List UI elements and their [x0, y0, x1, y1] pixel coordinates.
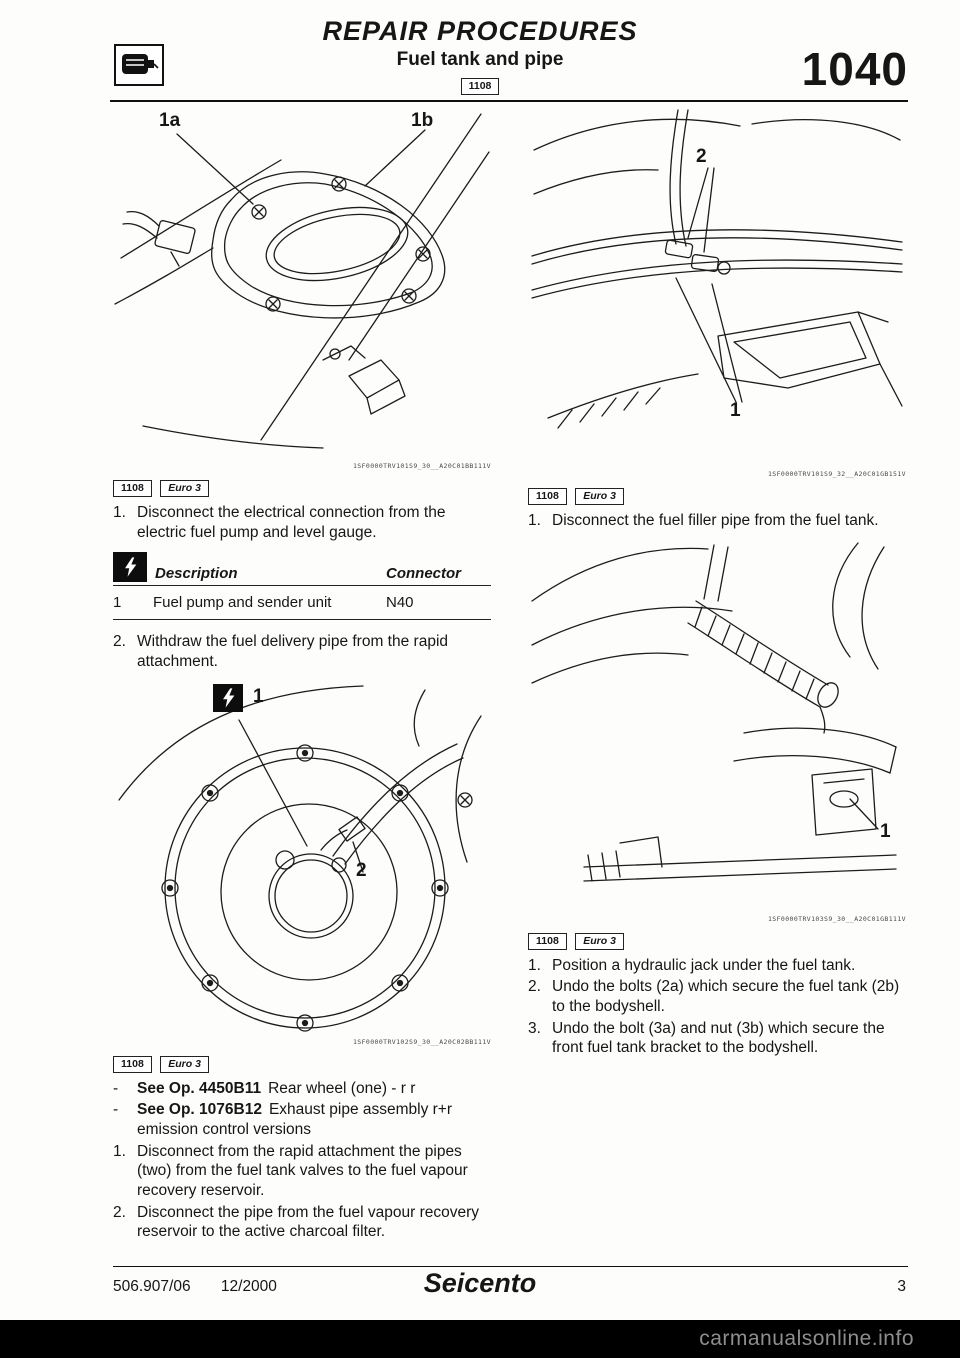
op-ref: See Op. 1076B12 [137, 1101, 262, 1119]
callout-1a: 1a [159, 110, 181, 131]
column-connector: Connector [386, 565, 461, 583]
connector-table [113, 552, 491, 620]
table-row [113, 586, 491, 620]
op-code-tag: 1108 [113, 1056, 152, 1073]
electrical-system-icon [213, 684, 243, 712]
row-description: Fuel pump and sender unit [153, 594, 332, 612]
step-number: 1. [113, 1142, 126, 1160]
procedure-step [113, 503, 491, 542]
step-text: Undo the bolt (3a) and nut (3b) which secure the front fuel tank bracket to the bodyshell. [552, 1019, 885, 1057]
euro3-tag: Euro 3 [160, 1056, 209, 1073]
op-code-tag: 1108 [113, 480, 152, 497]
figure-caption: 1SF0000TRV101S9_30__A20C01BB111V [352, 462, 491, 470]
figure-underbody-pipes [528, 106, 906, 478]
callout-1b: 1b [411, 110, 434, 131]
procedure-step [113, 1203, 491, 1242]
watermark-text: carmanualsonline.info [699, 1327, 914, 1350]
step-text: Position a hydraulic jack under the fuel tank. [552, 956, 856, 974]
tank-top-drawing [113, 680, 491, 1036]
filler-pipe-drawing [528, 537, 906, 913]
step-text: Disconnect the pipe from the fuel vapour recovery reservoir to the active charcoal filter. [137, 1203, 480, 1241]
procedure-step [528, 956, 906, 976]
footer-rule [113, 1266, 908, 1267]
step-number: 2. [528, 978, 541, 996]
right-column [528, 106, 906, 1060]
step-text: Disconnect the fuel filler pipe from the fuel tank. [552, 512, 879, 529]
electrical-system-icon [113, 552, 147, 582]
op-code-tag: 1108 [528, 488, 567, 505]
op-code-tag: 1108 [528, 933, 567, 950]
figure-access-cover [113, 108, 491, 470]
footer-page-number: 3 [897, 1278, 906, 1295]
page-subtitle: Fuel tank and pipe [396, 49, 564, 70]
step-number: 2. [113, 1203, 126, 1221]
figure-tank-top [113, 680, 491, 1046]
figure-caption: 1SF0000TRV101S9_32__A20C01GB151V [767, 470, 906, 478]
row-connector: N40 [386, 594, 414, 612]
lightning-bolt-icon [120, 555, 141, 579]
procedure-step [113, 632, 491, 671]
callout-1: 1 [880, 820, 891, 842]
underbody-drawing [528, 106, 906, 468]
callout-1: 1 [253, 685, 264, 707]
step-number: 3. [528, 1019, 541, 1037]
euro3-tag: Euro 3 [160, 480, 209, 497]
section-number: 1040 [801, 43, 908, 95]
op-desc: Exhaust pipe assembly r+r emission control versions [137, 1101, 453, 1139]
applicability-tags [528, 486, 906, 505]
procedure-step [528, 511, 906, 531]
euro3-tag: Euro 3 [575, 488, 624, 505]
page-title: REPAIR PROCEDURES [322, 16, 638, 46]
op-ref: See Op. 4450B11 [137, 1079, 262, 1097]
see-op-item [113, 1100, 491, 1139]
procedure-step [528, 1019, 906, 1058]
dash: - [113, 1101, 119, 1119]
connector-table-header [113, 552, 491, 586]
step-number: 1. [113, 504, 126, 521]
step-number: 2. [113, 633, 126, 651]
row-ref: 1 [113, 594, 122, 612]
applicability-tags [113, 1054, 491, 1073]
applicability-tags [113, 478, 491, 497]
callout-2: 2 [696, 146, 707, 167]
lightning-bolt-icon [218, 686, 239, 710]
figure-caption: 1SF0000TRV103S9_30__A20C01GB111V [767, 914, 906, 923]
euro3-tag: Euro 3 [575, 933, 624, 950]
step-number: 1. [528, 512, 541, 529]
access-cover-drawing [113, 108, 491, 460]
column-description: Description [155, 565, 238, 583]
doc-ref: 506.907/06 [113, 1278, 191, 1295]
see-op-item [113, 1079, 491, 1099]
figure-filler-pipe [528, 537, 906, 923]
figure-caption: 1SF0000TRV102S9_30__A20C02BB111V [352, 1037, 491, 1046]
callout-1: 1 [730, 400, 741, 421]
dash: - [113, 1079, 119, 1097]
step-number: 1. [528, 956, 541, 974]
procedure-step [113, 1142, 491, 1201]
step-text: Undo the bolts (2a) which secure the fuel tank (2b) to the bodyshell. [552, 978, 900, 1016]
left-column [113, 108, 491, 1244]
step-text: Disconnect from the rapid attachment the pipes (two) from the fuel tank valves to the fuel vapour recovery reservoir. [137, 1142, 468, 1200]
op-desc: Rear wheel (one) - r r [268, 1079, 416, 1097]
op-code-tag: 1108 [461, 78, 500, 95]
footer-model-name: Seicento [423, 1268, 537, 1298]
applicability-tags [528, 931, 906, 950]
procedure-step [528, 977, 906, 1016]
step-text: Disconnect the electrical connection from the electric fuel pump and level gauge. [137, 504, 446, 541]
step-text: Withdraw the fuel delivery pipe from the rapid attachment. [137, 633, 449, 671]
header-rule [110, 100, 908, 102]
doc-date: 12/2000 [220, 1278, 277, 1295]
callout-2: 2 [356, 859, 367, 881]
